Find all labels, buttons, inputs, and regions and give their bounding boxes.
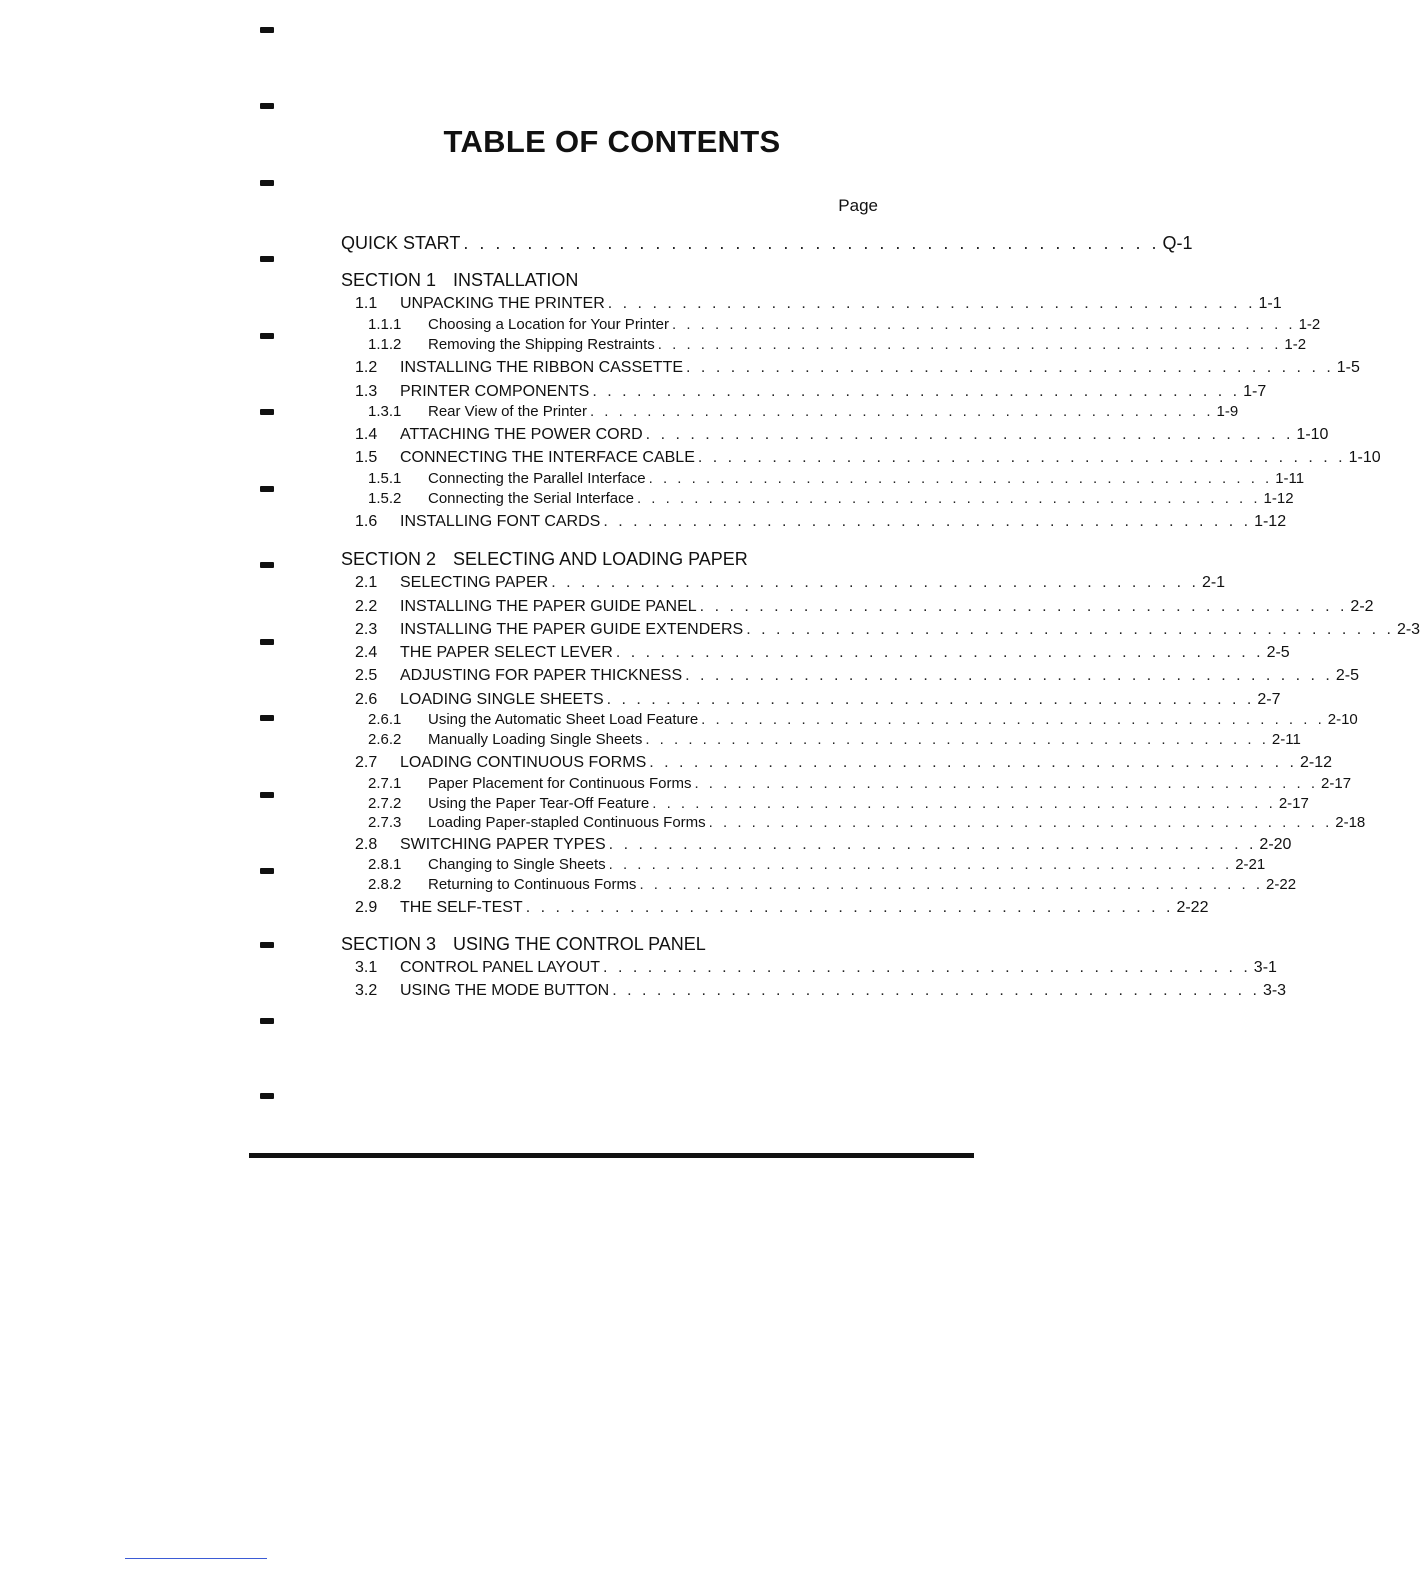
toc-entry-label: Paper Placement for Continuous Forms <box>428 775 692 792</box>
toc-entry[interactable] <box>341 574 1226 594</box>
toc-entry-page: 1-1 <box>1258 295 1282 312</box>
toc-entry-page: 1-10 <box>1296 426 1329 443</box>
dot-leader: . . . . . . . . . . . . . . . . . . . . . . . . . . . . . . . . . . . . . . . . . . . . <box>608 836 1257 853</box>
toc-entry-number: 2.7.2 <box>368 795 402 812</box>
dot-leader: . . . . . . . . . . . . . . . . . . . . . . . . . . . . . . . . . . . . . . . . . . . . <box>645 731 1269 748</box>
section-number: SECTION 1 <box>341 270 437 290</box>
dot-leader: . . . . . . . . . . . . . . . . . . . . . . . . . . . . . . . . . . . . . . . . . . . . <box>648 470 1273 487</box>
section-heading-2[interactable] <box>341 549 748 570</box>
dot-leader: . . . . . . . . . . . . . . . . . . . . . . . . . . . . . . . . . . . . . . . . . . . . <box>697 449 1346 466</box>
toc-entry-label: CONNECTING THE INTERFACE CABLE <box>400 449 695 466</box>
toc-entry-number: 1.5 <box>355 449 378 466</box>
toc-entry[interactable] <box>341 470 1305 490</box>
toc-entry-number: 1.2 <box>355 359 378 376</box>
dot-leader: . . . . . . . . . . . . . . . . . . . . . . . . . . . . . . . . . . . . . . . . . . . . <box>589 403 1214 420</box>
toc-entry-number: 2.9 <box>355 899 378 916</box>
dot-leader: . . . . . . . . . . . . . . . . . . . . . . . . . . . . . . . . . . . . . . . . . . . . <box>603 513 1252 530</box>
toc-entry-label: ATTACHING THE POWER CORD <box>400 426 643 443</box>
dot-leader: . . . . . . . . . . . . . . . . . . . . . . . . . . . . . . . . . . . . . . . . . . . . <box>608 856 1233 873</box>
punch-mark <box>260 486 274 492</box>
toc-entry-page: 1-7 <box>1243 383 1267 400</box>
toc-entry-page: 2-5 <box>1335 667 1359 684</box>
toc-entry-page: 2-3 <box>1396 621 1420 638</box>
toc-entry-page: 2-12 <box>1299 754 1333 771</box>
toc-entry-number: 3.1 <box>355 959 378 976</box>
section-number: SECTION 2 <box>341 549 437 569</box>
toc-entry-label: Returning to Continuous Forms <box>428 876 637 893</box>
punch-mark <box>260 180 274 186</box>
toc-entry-number: 2.2 <box>355 598 378 615</box>
toc-entry[interactable] <box>341 856 1266 876</box>
toc-entry-label: UNPACKING THE PRINTER <box>400 295 605 312</box>
toc-entry[interactable] <box>341 490 1294 510</box>
toc-entry[interactable] <box>341 644 1290 664</box>
toc-entry-page: 2-7 <box>1257 691 1281 708</box>
dot-leader: . . . . . . . . . . . . . . . . . . . . . . . . . . . . . . . . . . . . . . . . . . . . <box>463 233 1160 253</box>
section-title: SELECTING AND LOADING PAPER <box>453 549 748 569</box>
toc-entry[interactable] <box>341 667 1359 687</box>
toc-entry[interactable] <box>341 691 1281 711</box>
dot-leader: . . . . . . . . . . . . . . . . . . . . . . . . . . . . . . . . . . . . . . . . . . . . <box>607 295 1256 312</box>
toc-entry[interactable] <box>341 814 1366 834</box>
punch-mark <box>260 103 274 109</box>
dot-leader: . . . . . . . . . . . . . . . . . . . . . . . . . . . . . . . . . . . . . . . . . . . . <box>657 336 1282 353</box>
toc-entry-label: Connecting the Serial Interface <box>428 490 634 507</box>
dot-leader: . . . . . . . . . . . . . . . . . . . . . . . . . . . . . . . . . . . . . . . . . . . . <box>649 754 1297 771</box>
toc-entry[interactable] <box>341 775 1352 795</box>
toc-entry-page: 2-22 <box>1176 899 1209 916</box>
toc-entry-quick-start[interactable] <box>341 233 1193 253</box>
dot-leader: . . . . . . . . . . . . . . . . . . . . . . . . . . . . . . . . . . . . . . . . . . . . <box>606 691 1255 708</box>
toc-entry-label: LOADING SINGLE SHEETS <box>400 691 604 708</box>
punch-mark <box>260 792 274 798</box>
punch-mark <box>260 562 274 568</box>
toc-entry-label: Connecting the Parallel Interface <box>428 470 646 487</box>
toc-entry-number: 2.5 <box>355 667 378 684</box>
section-heading-3[interactable] <box>341 934 706 955</box>
toc-entry[interactable] <box>341 899 1209 919</box>
toc-entry-page: 2-17 <box>1278 795 1309 812</box>
toc-entry-number: 1.5.2 <box>368 490 402 507</box>
toc-entry-page: 2-10 <box>1327 711 1358 728</box>
toc-entry-label: SWITCHING PAPER TYPES <box>400 836 606 853</box>
toc-entry-label: INSTALLING THE PAPER GUIDE EXTENDERS <box>400 621 744 638</box>
toc-entry-number: 1.3.1 <box>368 403 402 420</box>
punch-mark <box>260 715 274 721</box>
toc-entry-number: 2.6 <box>355 691 378 708</box>
toc-entry-number: 2.8.1 <box>368 856 402 873</box>
dot-leader: . . . . . . . . . . . . . . . . . . . . . . . . . . . . . . . . . . . . . . . . . . . . <box>685 667 1333 684</box>
dot-leader: . . . . . . . . . . . . . . . . . . . . . . . . . . . . . . . . . . . . . . . . . . . . <box>645 426 1294 443</box>
toc-entry-page: 1-5 <box>1336 359 1360 376</box>
toc-entry[interactable] <box>341 449 1381 469</box>
toc-entry-page: 2-5 <box>1266 644 1290 661</box>
toc-entry-label: QUICK START <box>341 233 461 253</box>
toc-entry-number: 2.6.2 <box>368 731 402 748</box>
toc-entry[interactable] <box>341 295 1282 315</box>
toc-entry-label: SELECTING PAPER <box>400 574 549 591</box>
toc-entry-number: 2.4 <box>355 644 378 661</box>
toc-entry-label: INSTALLING THE PAPER GUIDE PANEL <box>400 598 697 615</box>
toc-entry-page: 1-2 <box>1298 316 1321 333</box>
toc-entry-number: 2.8 <box>355 836 378 853</box>
section-title: INSTALLATION <box>453 270 579 290</box>
toc-entry-page: 2-2 <box>1350 598 1374 615</box>
toc-entry-page: 1-11 <box>1275 470 1305 487</box>
page-title: TABLE OF CONTENTS <box>443 124 781 159</box>
toc-entry-number: 1.1.2 <box>368 336 402 353</box>
toc-entry[interactable] <box>341 982 1287 1002</box>
toc-entry[interactable] <box>341 731 1301 751</box>
toc-entry-label: Changing to Single Sheets <box>428 856 606 873</box>
toc-entry[interactable] <box>341 621 1420 641</box>
toc-entry-page: Q-1 <box>1162 233 1193 253</box>
punch-mark <box>260 942 274 948</box>
toc-entry-page: 2-11 <box>1271 731 1301 748</box>
toc-entry[interactable] <box>341 711 1358 731</box>
toc-entry-page: 3-3 <box>1262 982 1287 999</box>
toc-entry[interactable] <box>341 513 1287 533</box>
dot-leader: . . . . . . . . . . . . . . . . . . . . . . . . . . . . . . . . . . . . . . . . . . . . <box>551 574 1199 591</box>
dot-leader: . . . . . . . . . . . . . . . . . . . . . . . . . . . . . . . . . . . . . . . . . . . . <box>699 598 1348 615</box>
punch-mark <box>260 256 274 262</box>
toc-entry-page: 1-12 <box>1254 513 1287 530</box>
toc-entry[interactable] <box>341 876 1297 896</box>
punch-mark <box>260 639 274 645</box>
footer-line <box>125 1558 267 1559</box>
toc-entry-number: 2.7 <box>355 754 378 771</box>
dot-leader: . . . . . . . . . . . . . . . . . . . . . . . . . . . . . . . . . . . . . . . . . . . . <box>639 876 1264 893</box>
dot-leader: . . . . . . . . . . . . . . . . . . . . . . . . . . . . . . . . . . . . . . . . . . . . <box>746 621 1394 638</box>
toc-entry[interactable] <box>341 959 1277 979</box>
toc-entry[interactable] <box>341 836 1292 856</box>
section-number: SECTION 3 <box>341 934 437 954</box>
toc-entry-label: USING THE MODE BUTTON <box>400 982 610 999</box>
dot-leader: . . . . . . . . . . . . . . . . . . . . . . . . . . . . . . . . . . . . . . . . . . . . <box>694 775 1319 792</box>
toc-entry-number: 3.2 <box>355 982 378 999</box>
dot-leader: . . . . . . . . . . . . . . . . . . . . . . . . . . . . . . . . . . . . . . . . . . . . <box>652 795 1276 812</box>
toc-entry-page: 2-20 <box>1259 836 1292 853</box>
toc-entry-label: Removing the Shipping Restraints <box>428 336 655 353</box>
toc-entry-number: 1.1.1 <box>368 316 402 333</box>
punch-mark <box>260 333 274 339</box>
page-column-label: Page <box>838 196 878 215</box>
punch-mark <box>260 1018 274 1024</box>
toc-entry-number: 2.8.2 <box>368 876 402 893</box>
toc-entry-page: 1-12 <box>1263 490 1294 507</box>
toc-entry-page: 2-1 <box>1201 574 1226 591</box>
section-heading-1[interactable] <box>341 270 578 291</box>
toc-entry-label: INSTALLING FONT CARDS <box>400 513 601 530</box>
toc-entry-label: LOADING CONTINUOUS FORMS <box>400 754 647 771</box>
dot-leader: . . . . . . . . . . . . . . . . . . . . . . . . . . . . . . . . . . . . . . . . . . . . <box>708 814 1333 831</box>
punch-mark <box>260 1093 274 1099</box>
toc-entry[interactable] <box>341 359 1360 379</box>
toc-entry-page: 3-1 <box>1253 959 1277 976</box>
toc-entry-number: 1.1 <box>355 295 378 312</box>
toc-entry-number: 2.7.1 <box>368 775 402 792</box>
dot-leader: . . . . . . . . . . . . . . . . . . . . . . . . . . . . . . . . . . . . . . . . . . . . <box>686 359 1334 376</box>
toc-entry-number: 1.3 <box>355 383 378 400</box>
toc-entry-label: Loading Paper-stapled Continuous Forms <box>428 814 706 831</box>
toc-entry-number: 2.3 <box>355 621 378 638</box>
punch-mark <box>260 868 274 874</box>
dot-leader: . . . . . . . . . . . . . . . . . . . . . . . . . . . . . . . . . . . . . . . . . . . . <box>701 711 1325 728</box>
toc-entry-page: 2-22 <box>1266 876 1297 893</box>
dot-leader: . . . . . . . . . . . . . . . . . . . . . . . . . . . . . . . . . . . . . . . . . . . . <box>612 982 1260 999</box>
toc-entry-label: Using the Paper Tear-Off Feature <box>428 795 650 812</box>
toc-entry-page: 1-10 <box>1348 449 1381 466</box>
dot-leader: . . . . . . . . . . . . . . . . . . . . . . . . . . . . . . . . . . . . . . . . . . . . <box>525 899 1174 916</box>
toc-entry[interactable] <box>341 754 1333 774</box>
toc-entry-number: 2.6.1 <box>368 711 402 728</box>
toc-entry-label: Manually Loading Single Sheets <box>428 731 643 748</box>
toc-entry[interactable] <box>341 403 1239 423</box>
toc-entry[interactable] <box>341 383 1267 403</box>
dot-leader: . . . . . . . . . . . . . . . . . . . . . . . . . . . . . . . . . . . . . . . . . . . . <box>636 490 1261 507</box>
toc-entry-label: Using the Automatic Sheet Load Feature <box>428 711 699 728</box>
bottom-rule <box>249 1153 974 1158</box>
dot-leader: . . . . . . . . . . . . . . . . . . . . . . . . . . . . . . . . . . . . . . . . . . . . <box>615 644 1264 661</box>
toc-entry-page: 1-2 <box>1284 336 1307 353</box>
punch-mark <box>260 409 274 415</box>
toc-entry-number: 1.6 <box>355 513 378 530</box>
toc-entry-page: 2-18 <box>1335 814 1366 831</box>
toc-entry[interactable] <box>341 316 1321 336</box>
toc-entry-number: 2.1 <box>355 574 378 591</box>
toc-entry-number: 1.4 <box>355 426 378 443</box>
section-title: USING THE CONTROL PANEL <box>453 934 706 954</box>
toc-entry-page: 1-9 <box>1216 403 1239 420</box>
toc-entry-page: 2-21 <box>1235 856 1266 873</box>
dot-leader: . . . . . . . . . . . . . . . . . . . . . . . . . . . . . . . . . . . . . . . . . . . . <box>603 959 1251 976</box>
toc-entry-label: THE SELF-TEST <box>400 899 523 916</box>
toc-entry-label: PRINTER COMPONENTS <box>400 383 590 400</box>
toc-entry-label: THE PAPER SELECT LEVER <box>400 644 613 661</box>
toc-entry-page: 2-17 <box>1321 775 1352 792</box>
toc-entry[interactable] <box>341 598 1374 618</box>
toc-entry-label: Choosing a Location for Your Printer <box>428 316 669 333</box>
toc-entry-label: INSTALLING THE RIBBON CASSETTE <box>400 359 684 376</box>
toc-entry[interactable] <box>341 795 1309 815</box>
dot-leader: . . . . . . . . . . . . . . . . . . . . . . . . . . . . . . . . . . . . . . . . . . . . <box>592 383 1241 400</box>
toc-entry-number: 1.5.1 <box>368 470 402 487</box>
toc-entry-label: ADJUSTING FOR PAPER THICKNESS <box>400 667 683 684</box>
dot-leader: . . . . . . . . . . . . . . . . . . . . . . . . . . . . . . . . . . . . . . . . . . . . <box>672 316 1296 333</box>
toc-entry-label: CONTROL PANEL LAYOUT <box>400 959 601 976</box>
toc-entry-label: Rear View of the Printer <box>428 403 587 420</box>
toc-entry[interactable] <box>341 426 1329 446</box>
punch-mark <box>260 27 274 33</box>
toc-entry[interactable] <box>341 336 1307 356</box>
toc-entry-number: 2.7.3 <box>368 814 402 831</box>
